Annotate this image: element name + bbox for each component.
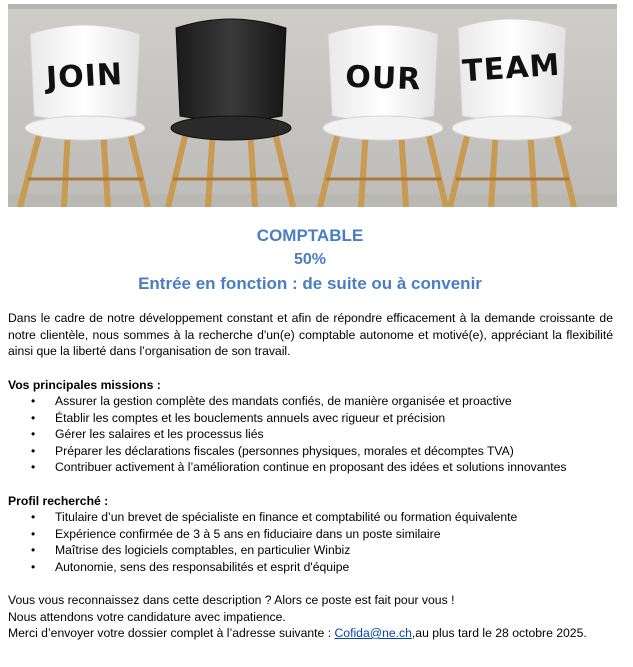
bullet-icon: • (31, 559, 36, 574)
closing-line (8, 625, 613, 642)
our-word: OUR (344, 59, 422, 98)
list-item (8, 443, 613, 460)
mission-text: Établir les comptes et les bouclements annuels avec rigueur et précision (55, 410, 446, 425)
bullet-icon: • (31, 526, 36, 541)
profile-text: Expérience confirmée de 3 à 5 ans en fiduciaire dans un poste similaire (55, 526, 441, 541)
profile-text: Maîtrise des logiciels comptables, en particulier Winbiz (55, 543, 351, 557)
closing-suffix: ,au plus tard le 28 octobre 2025. (411, 626, 587, 640)
job-rate: 50% (293, 251, 327, 268)
bullet-icon: • (31, 427, 36, 441)
job-title: COMPTABLE (256, 226, 364, 245)
job-start-date: Entrée en fonction : de suite ou à convenir (138, 274, 482, 293)
bullet-icon: • (31, 543, 36, 557)
closing-line: Nous attendons votre candidature avec impatience. (8, 609, 286, 624)
bullet-icon: • (31, 510, 36, 524)
bullet-icon: • (31, 460, 36, 474)
join-our-team-image (8, 4, 617, 207)
team-word: TEAM (461, 47, 562, 90)
chairs-illustration (8, 4, 617, 207)
list-item (8, 542, 613, 559)
mission-text: Contribuer activement à l’amélioration continue en proposant des idées et solutions innovantes (55, 460, 567, 474)
bullet-icon: • (31, 394, 36, 408)
list-item (8, 559, 613, 576)
list-item (8, 526, 613, 543)
missions-list (8, 393, 613, 476)
profile-text: Titulaire d’un brevet de spécialiste en finance et comptabilité ou formation équivalente (55, 510, 518, 524)
list-item (8, 509, 613, 526)
closing-prefix: Merci d’envoyer votre dossier complet à l’adresse suivante : (8, 626, 335, 640)
list-item (8, 426, 613, 443)
closing-section (8, 592, 613, 642)
profile-list (8, 509, 613, 575)
email-link[interactable]: Cofida@ne.ch (334, 626, 412, 640)
job-description (8, 310, 613, 642)
profile-text: Autonomie, sens des responsabilités et esprit d'équipe (55, 559, 350, 574)
mission-text: Assurer la gestion complète des mandats confiés, de manière organisée et proactive (55, 394, 512, 408)
missions-title: Vos principales missions : (8, 377, 161, 392)
bullet-icon: • (31, 443, 36, 458)
join-word: JOIN (45, 57, 124, 97)
list-item (8, 459, 613, 476)
job-heading (0, 224, 620, 296)
list-item (8, 410, 613, 427)
mission-text: Gérer les salaires et les processus liés (55, 427, 264, 441)
mission-text: Préparer les déclarations fiscales (personnes physiques, morales et décomptes TVA) (55, 443, 514, 458)
intro-paragraph: Dans le cadre de notre développement constant et afin de répondre efficacement à la demande croissante de notre clientèle, nous sommes à la recherche d'un(e) comptable autonome et motivé(e), appréciant la flexibilité ainsi que la liberté dans l’organisation de son travail. (8, 311, 613, 358)
profile-title: Profil recherché : (8, 493, 109, 508)
bullet-icon: • (31, 410, 36, 425)
closing-line: Vous vous reconnaissez dans cette description ? Alors ce poste est fait pour vous ! (8, 593, 455, 607)
list-item (8, 393, 613, 410)
